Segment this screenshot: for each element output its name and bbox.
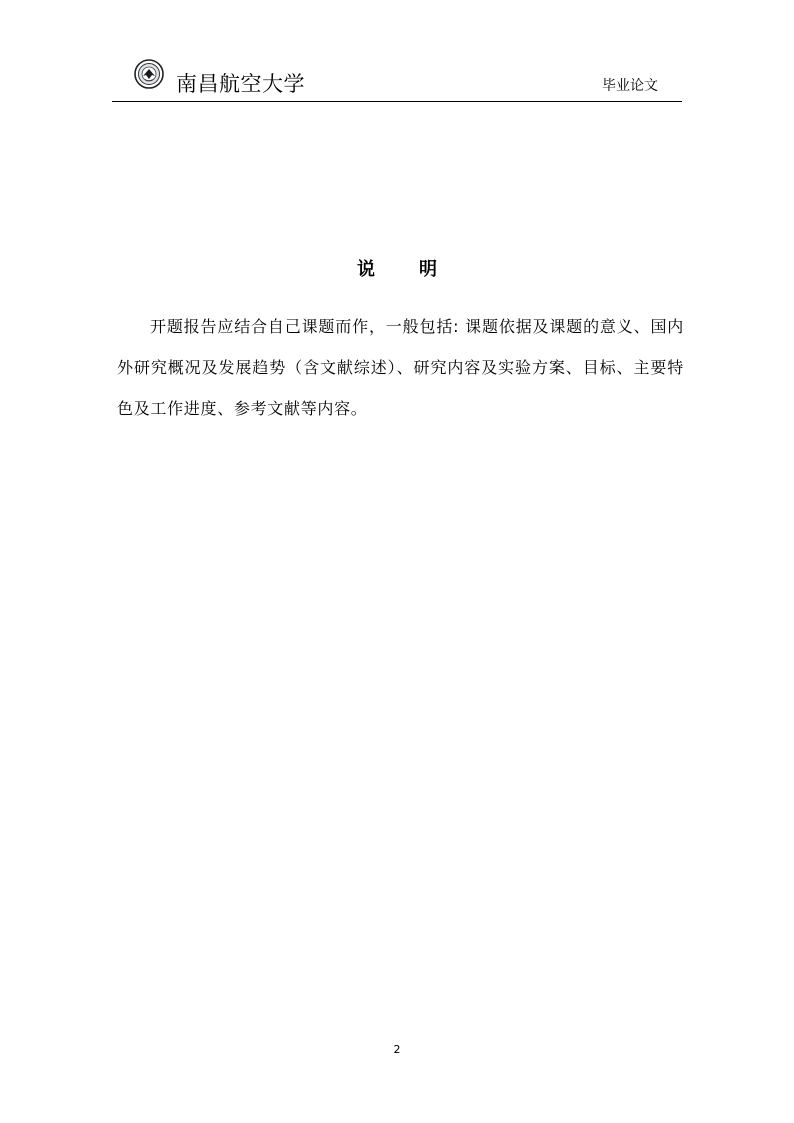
university-name: 南昌航空大学	[176, 72, 305, 96]
university-seal-icon	[134, 59, 164, 89]
header-divider	[112, 101, 682, 102]
page-title-left: 说	[357, 259, 375, 280]
header-document-type: 毕业论文	[602, 78, 658, 94]
page-title	[0, 258, 794, 282]
page-header	[112, 56, 682, 102]
page-title-right: 明	[419, 259, 437, 280]
page-number: 2	[393, 1043, 401, 1056]
instructions-paragraph: 开题报告应结合自己课题而作，一般包括: 课题依据及课题的意义、国内外研究概况及发展趋势（含文献综述）、研究内容及实验方案、目标、主要特色及工作进度、参考文献等内容。	[117, 317, 684, 418]
